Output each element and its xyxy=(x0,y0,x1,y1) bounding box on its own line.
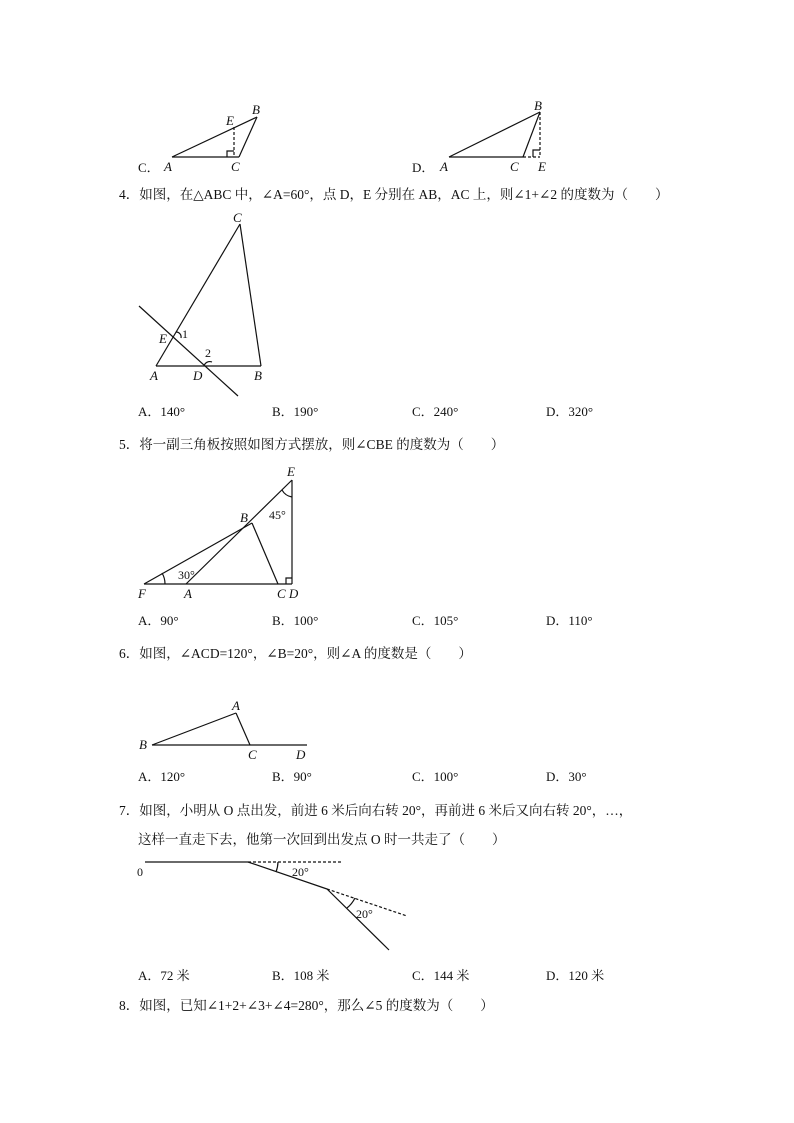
q5-label-cd: C D xyxy=(277,586,299,601)
q8-stem: 8．如图，已知∠1+2+∠3+∠4=280°，那么∠5 的度数为（ ） xyxy=(119,998,494,1013)
q7-label-angle1: 20° xyxy=(292,865,309,879)
q3d-label-b: B xyxy=(534,98,542,113)
q3d-label-a: A xyxy=(440,159,448,174)
q4-option-c: C．240° xyxy=(412,404,459,419)
q3d-label-e: E xyxy=(538,159,546,174)
q5-stem: 5．将一副三角板按照如图方式摆放，则∠CBE 的度数为（ ） xyxy=(119,437,505,452)
q7-option-b: B．108 米 xyxy=(272,968,330,983)
q3c-label-e: E xyxy=(226,113,234,128)
q4-label-d: D xyxy=(193,368,203,383)
q4-label-e: E xyxy=(159,331,167,346)
q5-option-b: B．100° xyxy=(272,613,319,628)
q4-label-b: B xyxy=(254,368,262,383)
q6-label-a: A xyxy=(232,698,240,713)
q7-stem-line1: 7．如图，小明从 O 点出发，前进 6 米后向右转 20°，再前进 6 米后又向右转 20°，…， xyxy=(119,803,633,818)
q5-label-30: 30° xyxy=(178,568,195,582)
q5-label-45: 45° xyxy=(269,508,286,522)
q6-label-c: C xyxy=(248,747,257,762)
q3c-label-b: B xyxy=(252,102,260,117)
q5-option-d: D．110° xyxy=(546,613,593,628)
q7-label-angle2: 20° xyxy=(356,907,373,921)
q7-label-o: 0 xyxy=(137,865,143,879)
q3d-label-c: C xyxy=(510,159,519,174)
q5-label-a: A xyxy=(184,586,192,601)
q4-label-1: 1 xyxy=(182,327,188,341)
q4-stem: 4．如图，在△ABC 中，∠A=60°，点 D，E 分别在 AB，AC 上，则∠1+∠2 的度数为（ ） xyxy=(119,187,669,202)
q6-option-d: D．30° xyxy=(546,769,587,784)
q3c-label-c: C xyxy=(231,159,240,174)
q6-label-b: B xyxy=(139,737,147,752)
q6-label-d: D xyxy=(296,747,306,762)
q4-label-a: A xyxy=(150,368,158,383)
q6-option-c: C．100° xyxy=(412,769,459,784)
q7-stem-line2: 这样一直走下去，他第一次回到出发点 O 时一共走了（ ） xyxy=(138,832,506,847)
q6-stem: 6．如图，∠ACD=120°，∠B=20°，则∠A 的度数是（ ） xyxy=(119,646,472,661)
q6-option-a: A．120° xyxy=(138,769,186,784)
q7-option-c: C．144 米 xyxy=(412,968,470,983)
q4-label-2: 2 xyxy=(205,346,211,360)
q5-label-f: F xyxy=(138,586,146,601)
q5-label-e: E xyxy=(287,464,295,479)
q4-label-c: C xyxy=(233,210,242,225)
q5-label-b: B xyxy=(240,510,248,525)
q5-option-c: C．105° xyxy=(412,613,459,628)
q4-option-b: B．190° xyxy=(272,404,319,419)
q3-option-d-label: D． xyxy=(412,160,435,175)
q7-option-d: D．120 米 xyxy=(546,968,605,983)
q6-option-b: B．90° xyxy=(272,769,312,784)
q5-option-a: A．90° xyxy=(138,613,179,628)
q4-option-d: D．320° xyxy=(546,404,594,419)
q3c-label-a: A xyxy=(164,159,172,174)
q7-option-a: A．72 米 xyxy=(138,968,190,983)
q3-option-c-label: C． xyxy=(138,160,160,175)
q4-option-a: A．140° xyxy=(138,404,186,419)
